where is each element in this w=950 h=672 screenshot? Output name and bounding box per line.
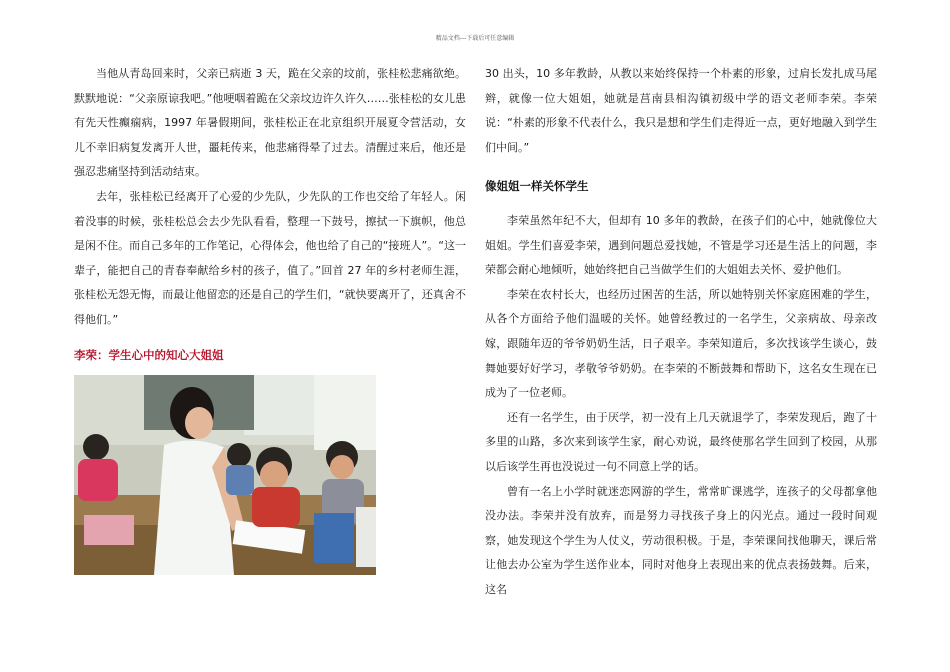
section-heading: 像姐姐一样关怀学生 — [485, 179, 589, 194]
paragraph: 李荣虽然年纪不大，但却有 10 多年的教龄，在孩子们的心中，她就像位大姐姐。学生们喜爱李荣，遇到问题总爱找她，不管是学习还是生活上的问题，李荣都会耐心地倾听，她始终把自己当做学生们的大姐姐去关怀、爱护他们。 — [485, 213, 877, 277]
page-header: 精品文档---下载后可任意编辑 — [435, 35, 515, 42]
left-column — [74, 62, 466, 575]
paragraph: 当他从青岛回来时，父亲已病逝 3 天，跪在父亲的坟前，张桂松悲痛欲绝。默默地说：“父亲原谅我吧。”他哽咽着跪在父亲坟边许久许久……张桂松的女儿患有先天性癫痫病，1997 年暑假期间，张桂松正在北京组织开展夏令营活动，女儿不幸旧病复发离开人世，噩耗传来，他悲痛得晕了过去。清醒过来后，他还是强忍悲痛坚持到活动结束。 — [74, 67, 466, 179]
right-column — [485, 62, 877, 602]
paragraph: 30 出头，10 多年教龄，从教以来始终保持一个朴素的形象，过肩长发扎成马尾辫，就像一位大姐姐，她就是莒南县相沟镇初级中学的语文老师李荣。李荣说：“朴素的形象不代表什么，我只是想和学生们走得近一点，更好地融入到学生们中间。” — [485, 67, 877, 154]
paragraph: 曾有一名上小学时就迷恋网游的学生，常常旷课逃学，连孩子的父母都拿他没办法。李荣并没有放弃，而是努力寻找孩子身上的闪光点。通过一段时间观察，她发现这个学生为人仗义，劳动很积极。于是，李荣课间找他聊天，课后常让他去办公室为学生送作业本，同时对他身上表现出来的优点表扬鼓舞。后来，这名 — [485, 484, 877, 596]
paragraph: 还有一名学生，由于厌学，初一没有上几天就退学了，李荣发现后，跑了十多里的山路，多次来到该学生家，耐心劝说，最终使那名学生回到了校园，从那以后该学生再也没说过一句不同意上学的话。 — [485, 410, 877, 473]
section-heading: 李荣：学生心中的知心大姐姐 — [74, 347, 224, 362]
paragraph: 去年，张桂松已经离开了心爱的少先队，少先队的工作也交给了年轻人。闲着没事的时候，张桂松总会去少先队看看，整理一下鼓号，擦拭一下旗帜，他总是闲不住。而自己多年的工作笔记，心得体会，他也给了自己的“接班人”。“这一辈子，能把自己的青春奉献给乡村的孩子，值了。”回首 27 年的乡村老师生涯，张桂松无怨无悔，而最让他留恋的还是自己的学生们，“就快要离开了，还真舍不得他们。” — [74, 189, 466, 326]
classroom-photo — [74, 375, 376, 575]
paragraph: 李荣在农村长大，也经历过困苦的生活，所以她特别关怀家庭困难的学生，从各个方面给予他们温暖的关怀。她曾经教过的一名学生，父亲病故、母亲改嫁，跟随年迈的爷爷奶奶生活，日子艰辛。李荣知道后，多次找该学生谈心，鼓舞她要好好学习，孝敬爷爷奶奶。在李荣的不断鼓舞和帮助下，这名女生现在已成为了一位老师。 — [485, 287, 877, 400]
